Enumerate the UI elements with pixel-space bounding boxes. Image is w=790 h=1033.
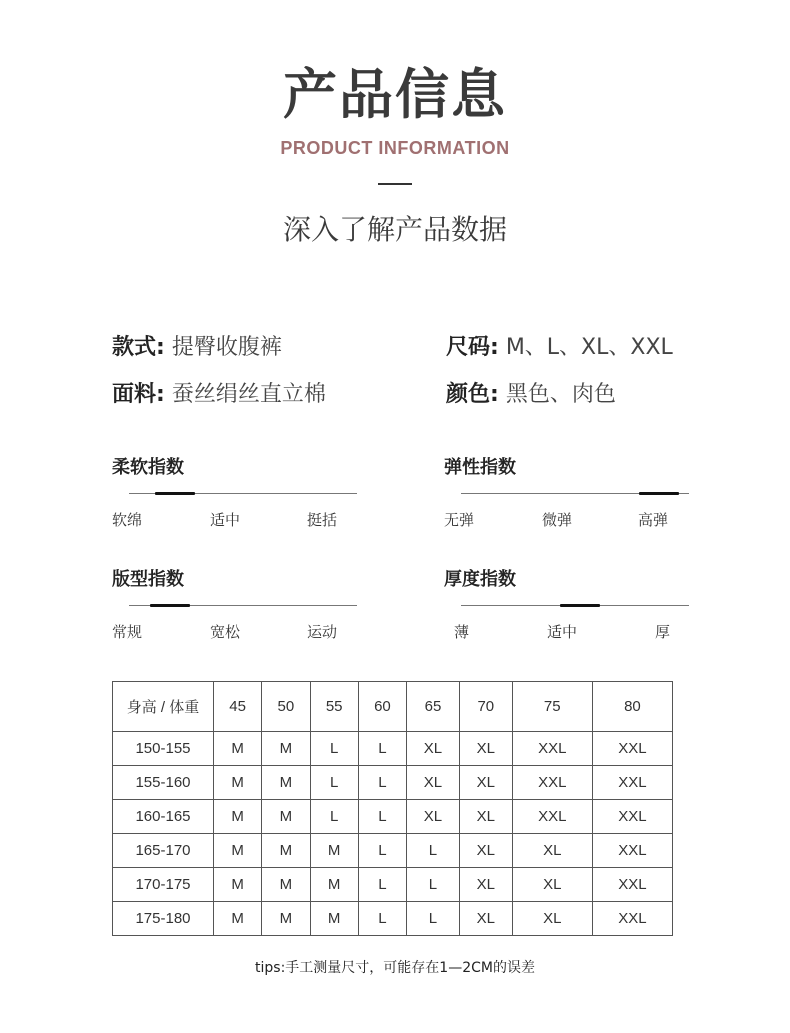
weight-header: 60 xyxy=(358,682,406,732)
spec-color-label: 颜色: xyxy=(446,382,499,407)
size-cell: XL xyxy=(407,732,460,766)
size-cell: L xyxy=(310,732,358,766)
size-cell: XL xyxy=(512,868,592,902)
fit-index-marker xyxy=(150,604,190,607)
elasticity-label-low: 无弹 xyxy=(444,511,475,529)
size-cell: M xyxy=(214,868,262,902)
size-cell: XXL xyxy=(592,732,672,766)
thickness-label-high: 厚 xyxy=(655,623,671,641)
spec-fabric-value: 蚕丝绢丝直立棉 xyxy=(171,382,326,407)
size-cell: XL xyxy=(512,834,592,868)
thickness-label-mid: 适中 xyxy=(547,623,578,641)
height-range-cell: 150-155 xyxy=(113,732,214,766)
size-cell: XXL xyxy=(592,834,672,868)
size-cell: XXL xyxy=(512,766,592,800)
page-title: 产品信息 xyxy=(283,63,507,126)
thickness-label-low: 薄 xyxy=(454,623,470,641)
size-cell: L xyxy=(358,902,406,936)
size-cell: L xyxy=(407,902,460,936)
size-cell: L xyxy=(358,834,406,868)
size-cell: XXL xyxy=(592,800,672,834)
size-cell: M xyxy=(214,834,262,868)
size-cell: L xyxy=(310,766,358,800)
size-cell: M xyxy=(214,800,262,834)
size-cell: M xyxy=(262,766,310,800)
weight-header: 55 xyxy=(310,682,358,732)
title-divider xyxy=(378,183,412,185)
fit-index-title: 版型指数 xyxy=(112,569,184,590)
size-cell: M xyxy=(214,732,262,766)
size-cell: M xyxy=(262,868,310,902)
size-cell: XL xyxy=(459,868,512,902)
spec-style xyxy=(112,333,282,363)
page-tagline: 深入了解产品数据 xyxy=(282,213,507,246)
size-cell: M xyxy=(262,834,310,868)
size-cell: L xyxy=(310,800,358,834)
size-cell: L xyxy=(407,868,460,902)
weight-header: 65 xyxy=(407,682,460,732)
size-cell: XL xyxy=(459,766,512,800)
size-cell: L xyxy=(358,868,406,902)
fit-label-mid: 宽松 xyxy=(210,623,241,641)
fit-label-high: 运动 xyxy=(307,623,338,641)
size-cell: M xyxy=(214,766,262,800)
height-range-cell: 165-170 xyxy=(113,834,214,868)
size-cell: XL xyxy=(459,834,512,868)
softness-index-title: 柔软指数 xyxy=(112,457,184,478)
size-cell: XXL xyxy=(592,868,672,902)
size-cell: XL xyxy=(407,766,460,800)
weight-header: 75 xyxy=(512,682,592,732)
size-cell: L xyxy=(358,800,406,834)
fit-label-low: 常规 xyxy=(112,623,143,641)
size-cell: XL xyxy=(459,732,512,766)
size-cell: XL xyxy=(459,902,512,936)
size-cell: M xyxy=(310,868,358,902)
size-cell: XXL xyxy=(512,800,592,834)
size-cell: XL xyxy=(407,800,460,834)
table-row xyxy=(113,766,673,800)
size-cell: XXL xyxy=(592,766,672,800)
table-row xyxy=(113,732,673,766)
fit-index-track xyxy=(129,605,357,606)
softness-label-low: 软绵 xyxy=(112,511,143,529)
elasticity-index-marker xyxy=(639,492,679,495)
elasticity-index-title: 弹性指数 xyxy=(444,457,516,478)
size-cell: L xyxy=(407,834,460,868)
table-row xyxy=(113,902,673,936)
table-row xyxy=(113,834,673,868)
measurement-tips: tips:手工测量尺寸，可能存在1—2CM的误差 xyxy=(255,960,535,976)
size-cell: M xyxy=(310,834,358,868)
softness-index-marker xyxy=(155,492,195,495)
weight-header: 70 xyxy=(459,682,512,732)
softness-label-mid: 适中 xyxy=(210,511,241,529)
softness-index-track xyxy=(129,493,357,494)
weight-header: 50 xyxy=(262,682,310,732)
size-cell: XL xyxy=(459,800,512,834)
spec-color-value: 黑色、肉色 xyxy=(505,382,616,407)
height-range-cell: 155-160 xyxy=(113,766,214,800)
size-table-corner: 身高 / 体重 xyxy=(113,682,214,732)
spec-style-label: 款式: xyxy=(112,335,165,360)
size-cell: M xyxy=(262,732,310,766)
elasticity-index-track xyxy=(461,493,689,494)
size-cell: M xyxy=(214,902,262,936)
table-row xyxy=(113,868,673,902)
thickness-index-title: 厚度指数 xyxy=(444,569,516,590)
size-cell: M xyxy=(262,800,310,834)
spec-fabric-label: 面料: xyxy=(112,382,165,407)
size-cell: L xyxy=(358,766,406,800)
height-range-cell: 170-175 xyxy=(113,868,214,902)
elasticity-label-high: 高弹 xyxy=(638,511,669,529)
table-row xyxy=(113,800,673,834)
size-chart-table xyxy=(112,681,673,936)
thickness-index-marker xyxy=(560,604,600,607)
spec-size xyxy=(446,333,673,363)
elasticity-label-mid: 微弹 xyxy=(542,511,573,529)
spec-size-value: M、L、XL、XXL xyxy=(505,335,673,360)
size-cell: XXL xyxy=(592,902,672,936)
size-cell: M xyxy=(310,902,358,936)
spec-color xyxy=(446,380,616,410)
size-cell: XXL xyxy=(512,732,592,766)
spec-fabric xyxy=(112,380,326,410)
size-cell: L xyxy=(358,732,406,766)
height-range-cell: 175-180 xyxy=(113,902,214,936)
height-range-cell: 160-165 xyxy=(113,800,214,834)
size-cell: M xyxy=(262,902,310,936)
thickness-index-track xyxy=(461,605,689,606)
spec-style-value: 提臀收腹裤 xyxy=(171,335,282,360)
softness-label-high: 挺括 xyxy=(307,511,338,529)
spec-size-label: 尺码: xyxy=(446,335,499,360)
page-subtitle: PRODUCT INFORMATION xyxy=(280,138,510,158)
size-table-header-row xyxy=(113,682,673,732)
weight-header: 80 xyxy=(592,682,672,732)
weight-header: 45 xyxy=(214,682,262,732)
size-cell: XL xyxy=(512,902,592,936)
